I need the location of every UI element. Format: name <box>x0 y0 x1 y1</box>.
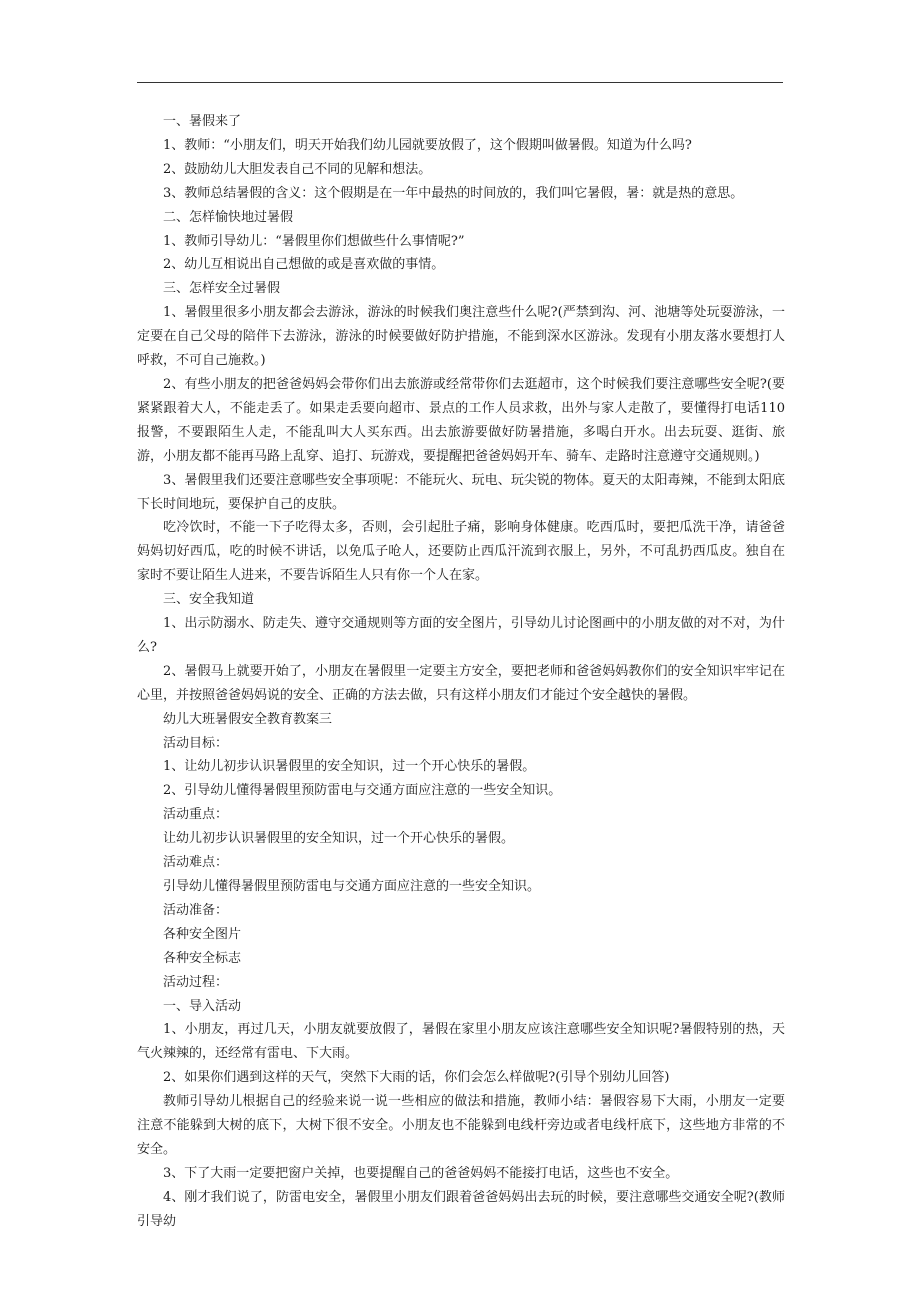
paragraph: 引导幼儿懂得暑假里预防雷电与交通方面应注意的一些安全知识。 <box>163 879 541 894</box>
paragraph: 各种安全图片 <box>163 926 242 942</box>
paragraph: 3、暑假里我们还要注意哪些安全事项呢：不能玩火、玩电、玩尖锐的物体。夏天的太阳毒辣，不能到太阳底下长时间地玩，要保护自己的皮肤。 <box>137 472 785 512</box>
section-heading: 三、安全我知道 <box>163 592 255 608</box>
paragraph: 1、教师引导幼儿：“暑假里你们想做些什么事情呢?” <box>163 233 465 249</box>
section-heading: 三、怎样安全过暑假 <box>163 281 281 297</box>
paragraph: 1、教师：“小朋友们，明天开始我们幼儿园就要放假了，这个假期叫做暑假。知道为什么吗? <box>163 137 692 153</box>
paragraph: 1、暑假里很多小朋友都会去游泳，游泳的时候我们奥注意些什么呢?(严禁到沟、河、池塘等处玩耍游泳，一定要在自己父母的陪伴下去游泳，游泳的时候要做好防护措施，不能到深水区游泳。发现有小朋友落水要想打人呼救，不可自己施救。) <box>137 305 785 369</box>
section-heading: 二、怎样愉快地过暑假 <box>163 209 294 225</box>
paragraph: 让幼儿初步认识暑假里的安全知识，过一个开心快乐的暑假。 <box>163 831 515 847</box>
paragraph: 2、引导幼儿懂得暑假里预防雷电与交通方面应注意的一些安全知识。 <box>163 783 562 799</box>
section-heading: 活动难点： <box>163 855 229 871</box>
section-heading: 一、暑假来了 <box>163 114 242 129</box>
paragraph: 1、小朋友，再过几天，小朋友就要放假了，暑假在家里小朋友应该注意哪些安全知识呢?暑假特别的热，天气火辣辣的，还经常有雷电、下大雨。 <box>137 1022 785 1062</box>
section-heading: 活动目标： <box>163 735 229 751</box>
paragraph: 2、幼儿互相说出自己想做的或是喜欢做的事情。 <box>163 257 445 273</box>
section-heading: 一、导入活动 <box>163 998 242 1014</box>
paragraph: 各种安全标志 <box>163 950 242 966</box>
paragraph: 2、有些小朋友的把爸爸妈妈会带你们出去旅游或经常带你们去逛超市，这个时候我们要注意哪些安全呢?(要紧紧跟着大人，不能走丢了。如果走丢要向超市、景点的工作人员求救，出外与家人走散了，要懂得打电话110报警，不要跟陌生人走，不能乱叫大人买东西。出去旅游要做好防暑措施，多喝白开水。出去玩耍、逛街、旅游，小朋友都不能再马路上乱穿、追打、玩游戏，要提醒把爸爸妈妈开车、骑车、走路时注意遵守交通规则。) <box>137 376 785 464</box>
paragraph: 吃冷饮时，不能一下子吃得太多，否则，会引起肚子痛，影响身体健康。吃西瓜时，要把瓜洗干净，请爸爸妈妈切好西瓜，吃的时候不讲话，以免瓜子呛人，还要防止西瓜汗流到衣服上，另外，不可乱扔西瓜皮。独自在家时不要让陌生人进来，不要告诉陌生人只有你一个人在家。 <box>137 520 785 584</box>
paragraph: 3、下了大雨一定要把窗户关掉，也要提醒自己的爸爸妈妈不能接打电话，这些也不安全。 <box>163 1165 679 1181</box>
paragraph: 1、让幼儿初步认识暑假里的安全知识，过一个开心快乐的暑假。 <box>163 759 536 775</box>
paragraph: 2、鼓励幼儿大胆发表自己不同的见解和想法。 <box>163 161 432 177</box>
section-heading: 活动过程： <box>163 974 229 990</box>
document-body <box>137 110 785 1234</box>
top-divider <box>137 82 783 83</box>
paragraph: 3、教师总结暑假的含义：这个假期是在一年中最热的时间放的，我们叫它暑假，暑：就是热的意思。 <box>163 185 744 201</box>
paragraph: 2、如果你们遇到这样的天气，突然下大雨的话，你们会怎么样做呢?(引导个别幼儿回答) <box>163 1070 670 1086</box>
paragraph: 教师引导幼儿根据自己的经验来说一说一些相应的做法和措施，教师小结：暑假容易下大雨，小朋友一定要注意不能躲到大树的底下，大树下很不安全。小朋友也不能躲到电线杆旁边或者电线杆底下，这些地方非常的不安全。 <box>137 1094 785 1157</box>
paragraph: 1、出示防溺水、防走失、遵守交通规则等方面的安全图片，引导幼儿讨论图画中的小朋友做的对不对，为什么? <box>137 616 785 655</box>
section-heading: 活动准备： <box>163 902 229 918</box>
document-subtitle: 幼儿大班暑假安全教育教案三 <box>163 711 333 727</box>
section-heading: 活动重点： <box>163 807 229 823</box>
paragraph: 4、刚才我们说了，防雷电安全，暑假里小朋友们跟着爸爸妈妈出去玩的时候，要注意哪些交通安全呢?(教师引导幼 <box>137 1189 785 1229</box>
paragraph: 2、暑假马上就要开始了，小朋友在暑假里一定要主方安全，要把老师和爸爸妈妈教你们的安全知识牢牢记在心里，并按照爸爸妈妈说的安全、正确的方法去做，只有这样小朋友们才能过个安全越快的暑假。 <box>137 663 785 703</box>
